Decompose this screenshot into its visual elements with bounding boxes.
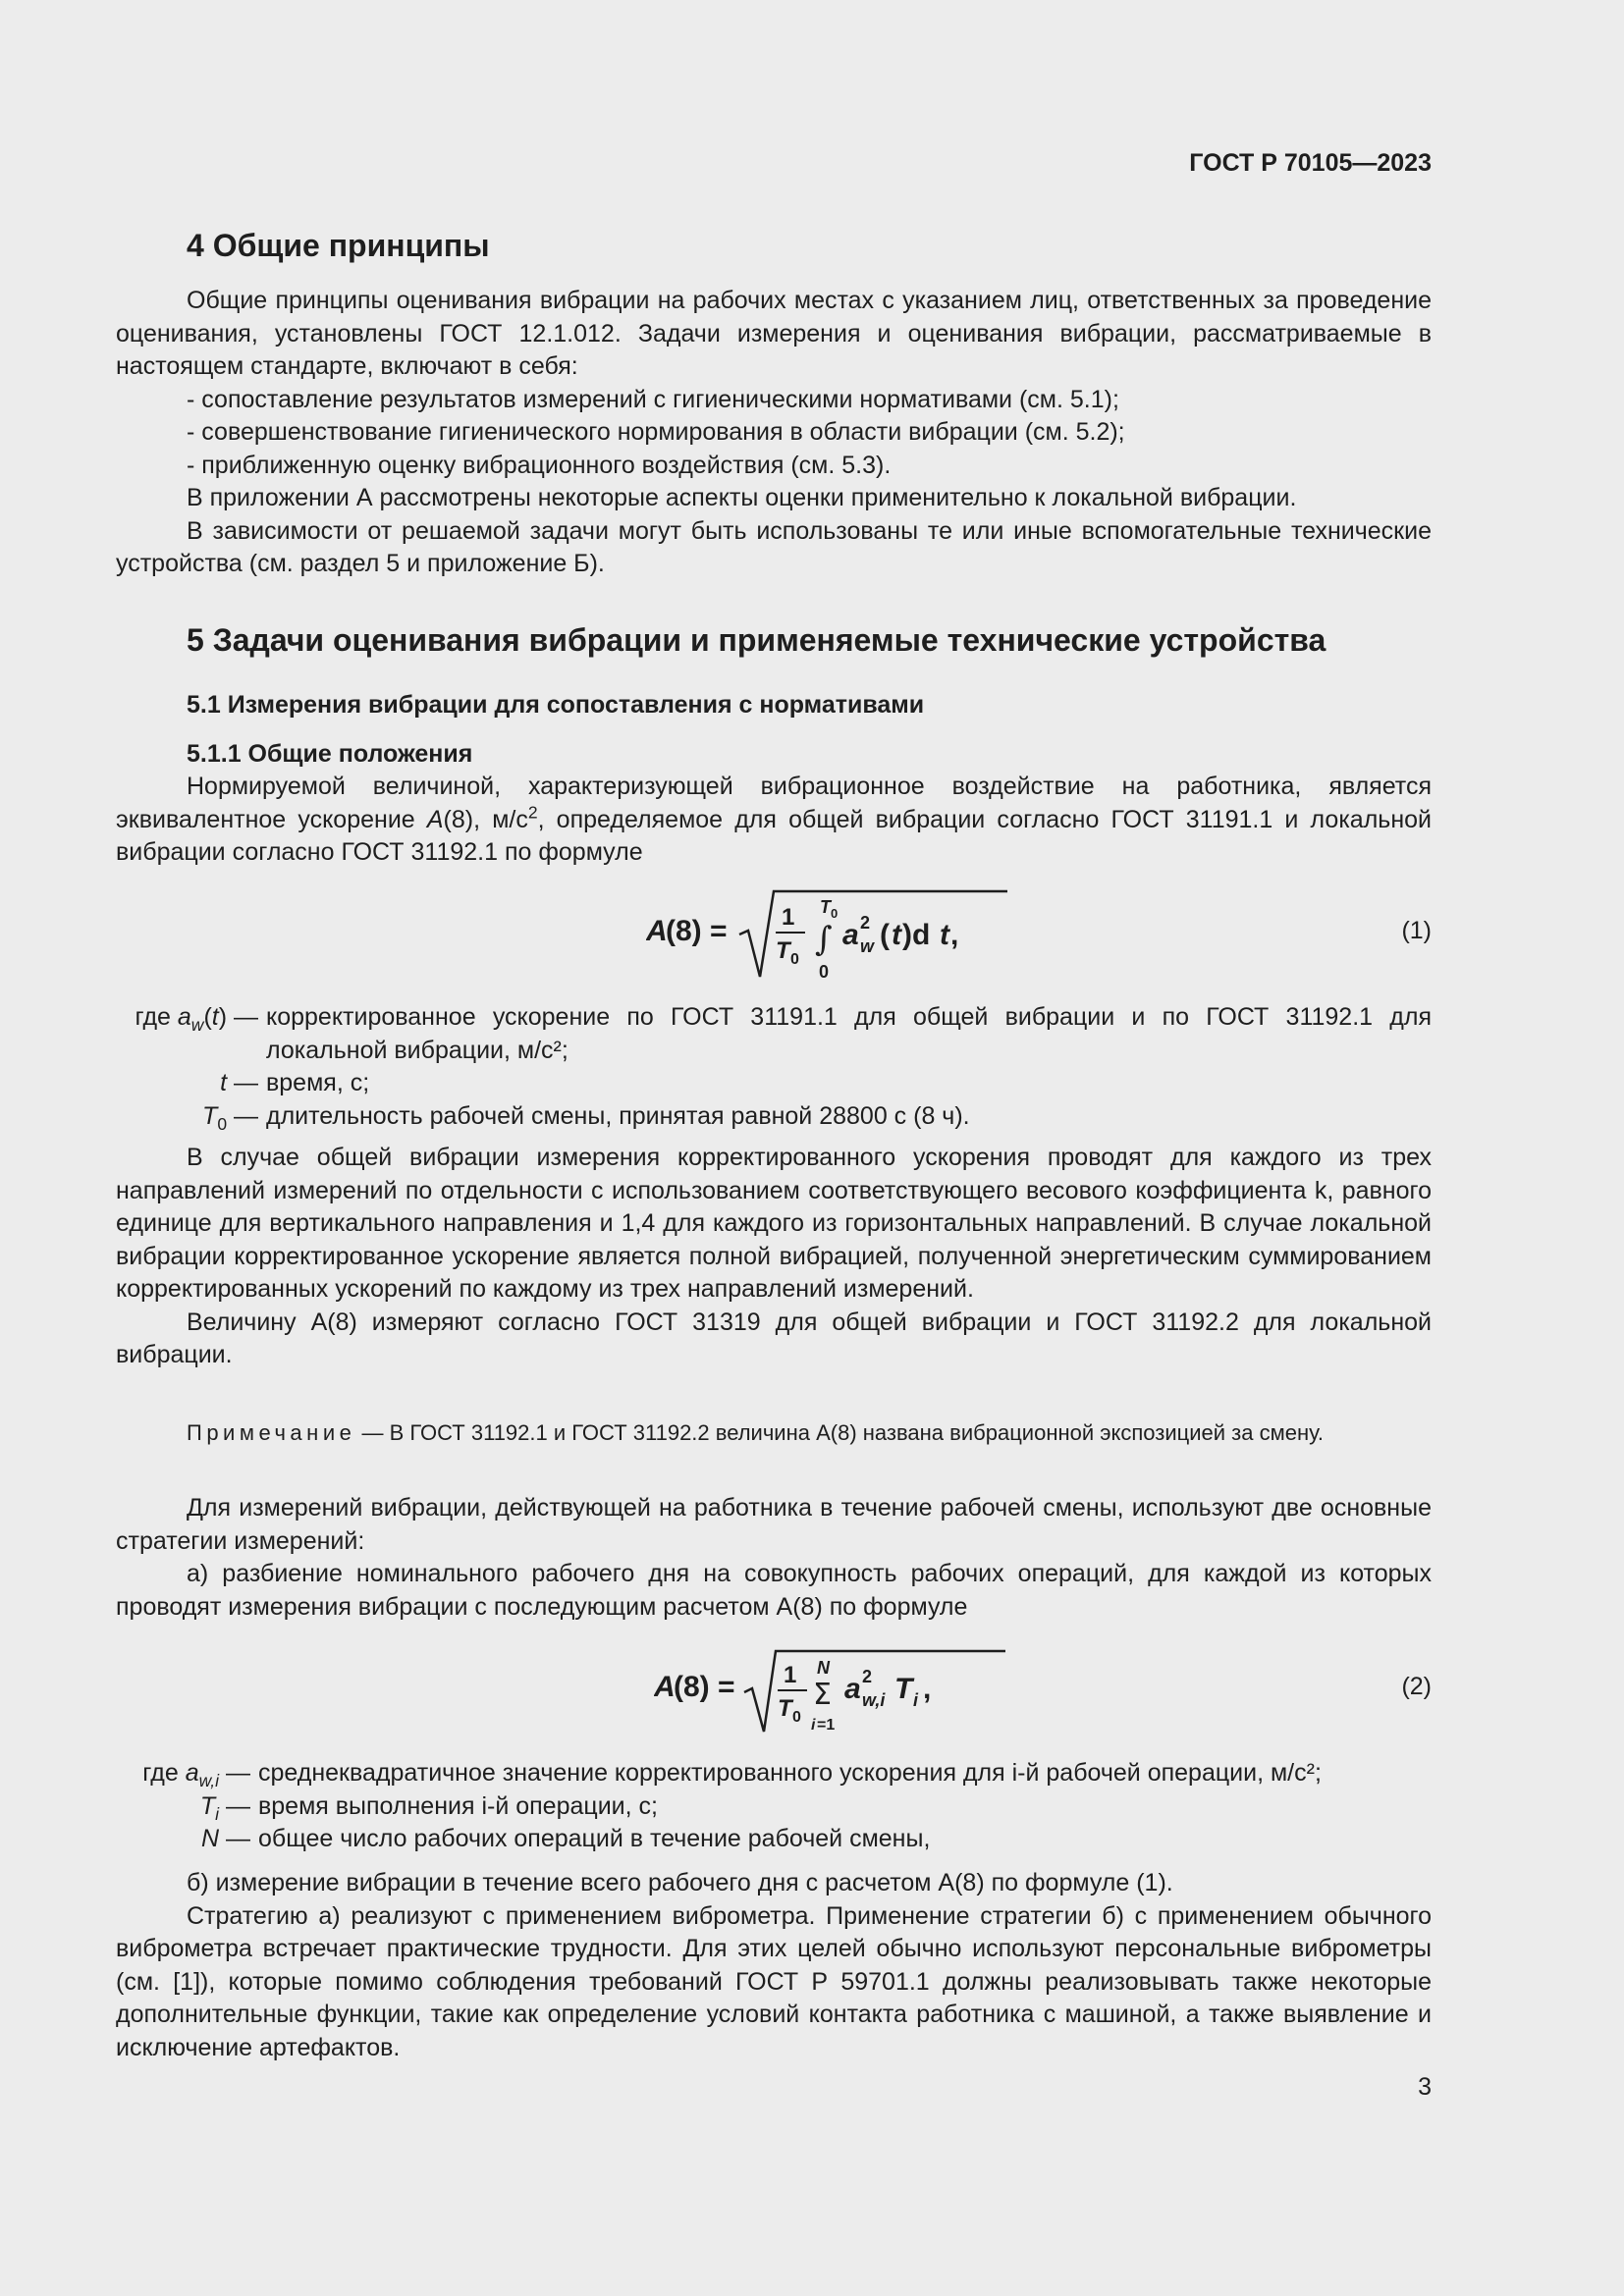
sec4-list-item-1: - сопоставление результатов измерений с гигиеническими нормативами (см. 5.1); [187,385,1119,413]
legend-symbol-t: t — [220,1069,258,1096]
sec5-body-4 [116,1867,1432,2064]
svg-text:0: 0 [819,962,830,982]
legend-row-awi [116,1757,1432,1790]
sec5-paragraph-1 [116,771,1432,870]
sec4-list-item-2: - совершенствование гигиенического нормирования в области вибрации (см. 5.2); [187,418,1125,446]
sec5-p1-part-b: (8), м/с [443,805,528,833]
formula-2 [654,1641,1027,1739]
svg-text:t: t [940,919,949,951]
sec5-paragraph-7: Стратегию а) реализуют с применением виброметра. Применение стратегии б) с применением обычного виброметра встречает практические трудности. Для этих целей обычно используют персональные виброметры (см. [1]), которые помимо соблюдения требований ГОСТ Р 59701.1 должны реализовывать также некоторые дополнительные функции, такие как определение условий контакта работника с машиной, а также выявление и исключение артефактов. [116,1901,1432,2061]
sec5-paragraph-4: Для измерений вибрации, действующей на работника в течение рабочей смены, используют две основные стратегии измерений: [116,1494,1432,1555]
sec5-paragraph-5: а) разбиение номинального рабочего дня на совокупность рабочих операций, для каждой из которых проводят измерения вибрации с последующим расчетом A(8) по формуле [116,1560,1432,1621]
a8-symbol: A [426,805,444,833]
formula-2-graphic [654,1641,1027,1739]
svg-text:i: i [811,1717,816,1734]
legend-symbol-t0: $T_0$ — [202,1101,258,1134]
subsection-5-1-1-title: 5.1.1 Общие положения [187,740,473,768]
equation-2-number: (2) [1401,1673,1432,1700]
section-4-body [116,285,1432,581]
formula-1-legend [116,1001,1432,1133]
svg-text:w: w [860,936,875,956]
svg-text:T: T [894,1673,913,1705]
sec5-paragraph-6: б) измерение вибрации в течение всего рабочего дня с расчетом A(8) по формуле (1). [187,1869,1173,1896]
formula-1-graphic [646,883,1039,982]
svg-text:0: 0 [831,906,839,921]
sec5-body-3 [116,1492,1432,1624]
legend-symbol-aw: где $a_w(t)$ — [135,1003,258,1035]
sec5-paragraph-3: Величину A(8) измеряют согласно ГОСТ 31319 для общей вибрации и ГОСТ 31192.2 для локальной вибрации. [116,1308,1432,1368]
formula-2-legend [116,1757,1432,1856]
svg-text:a: a [844,1673,861,1705]
sec5-p1-part-a: Нормируемой величиной, характеризующей вибрационное воздействие на работника, является эквивалентное ускорение [116,773,1432,833]
legend-row-ti [116,1790,1432,1824]
svg-text:a: a [842,919,859,951]
legend-symbol-ti: $T_i$ — [199,1791,250,1824]
svg-text:T: T [776,937,790,964]
legend-text-n: общее число рабочих операций в течение рабочей смены, [258,1825,931,1852]
svg-text:A: A [646,915,668,947]
svg-text:∫: ∫ [815,920,833,959]
page-number: 3 [1418,2073,1432,2101]
legend-text-t: время, с; [266,1069,370,1096]
sec4-paragraph-2: В приложении А рассмотрены некоторые аспекты оценки применительно к локальной вибрации. [187,484,1297,511]
legend-row-t0 [116,1100,1432,1134]
svg-text:T: T [778,1695,792,1722]
legend-text-t0: длительность рабочей смены, принятая равной 28800 с (8 ч). [266,1101,970,1130]
legend-row-aw [116,1001,1432,1067]
svg-text:,: , [950,919,959,951]
note-text: — В ГОСТ 31192.1 и ГОСТ 31192.2 величина A(8) названа вибрационной экспозицией за смену. [355,1420,1325,1445]
svg-text:Σ: Σ [813,1678,832,1712]
superscript-two: 2 [527,802,538,823]
sec5-p1-part-c: , определяемое для общей вибрации согласно ГОСТ 31191.1 и локальной вибрации согласно ГОСТ 31192.1 по формуле [116,805,1433,866]
legend-row-t [116,1067,1432,1100]
svg-text:2: 2 [862,1667,873,1686]
svg-text:N: N [817,1658,830,1678]
note [116,1417,1432,1449]
svg-text:2: 2 [860,913,871,933]
svg-text:(: ( [880,919,890,951]
section-5-title: 5 Задачи оценивания вибрации и применяемые технические устройства [187,622,1326,658]
sec4-paragraph-3: В зависимости от решаемой задачи могут быть использованы те или иные вспомогательные технические устройства (см. раздел 5 и приложение Б). [116,516,1432,577]
svg-text:w,i: w,i [862,1690,886,1710]
legend-symbol-awi: где $a_{w,i}$ — [142,1759,250,1790]
legend-text-awi: среднеквадратичное значение корректированного ускорения для i-й рабочей операции, м/с²; [258,1759,1322,1787]
svg-text:(8) =: (8) = [666,915,728,947]
svg-text:A: A [654,1671,676,1703]
svg-text:=1: =1 [817,1717,836,1734]
svg-text:T: T [820,897,831,917]
svg-text:)d: )d [902,919,931,951]
legend-text-aw: корректированное ускорение по ГОСТ 31191.1 для общей вибрации и по ГОСТ 31192.1 для локальной вибрации, м/с²; [266,1003,1432,1064]
sec5-paragraph-2: В случае общей вибрации измерения корректированного ускорения проводят для каждого из трех направлений измерений по отдельности с использованием соответствующего весового коэффициента k, равного единице для вертикального направления и 1,4 для каждого из горизонтальных направлений. В случае локальной вибрации корректированное ускорение является полной вибрацией, полученной энергетическим суммированием корректированных ускорений по каждому из трех направлений измерений. [116,1144,1432,1303]
note-label: Примечание [187,1420,356,1445]
legend-row-n [116,1823,1432,1856]
legend-text-ti: время выполнения i-й операции, с; [258,1791,658,1820]
svg-text:,: , [923,1673,932,1705]
sec4-paragraph-1: Общие принципы оценивания вибрации на рабочих местах с указанием лиц, ответственных за проведение оценивания, установлены ГОСТ 12.1.012. Задачи измерения и оценивания вибрации, рассматриваемые в настоящем стандарте, включают в себя: [116,287,1432,380]
svg-text:i: i [913,1690,919,1710]
subsection-5-1-title: 5.1 Измерения вибрации для сопоставления с нормативами [187,691,925,719]
sec5-body-2 [116,1142,1432,1372]
svg-text:(8) =: (8) = [674,1671,735,1703]
svg-text:0: 0 [792,1709,801,1726]
svg-text:1: 1 [782,904,795,931]
equation-1-number: (1) [1401,917,1432,944]
section-4-title: 4 Общие принципы [187,228,490,263]
formula-1 [646,883,1039,982]
document-header: ГОСТ Р 70105—2023 [1189,149,1432,177]
legend-symbol-n: N — [200,1825,250,1852]
sec4-list-item-3: - приближенную оценку вибрационного воздействия (см. 5.3). [187,451,892,479]
svg-text:1: 1 [784,1662,797,1688]
svg-text:0: 0 [790,951,799,968]
svg-text:t: t [892,919,901,951]
